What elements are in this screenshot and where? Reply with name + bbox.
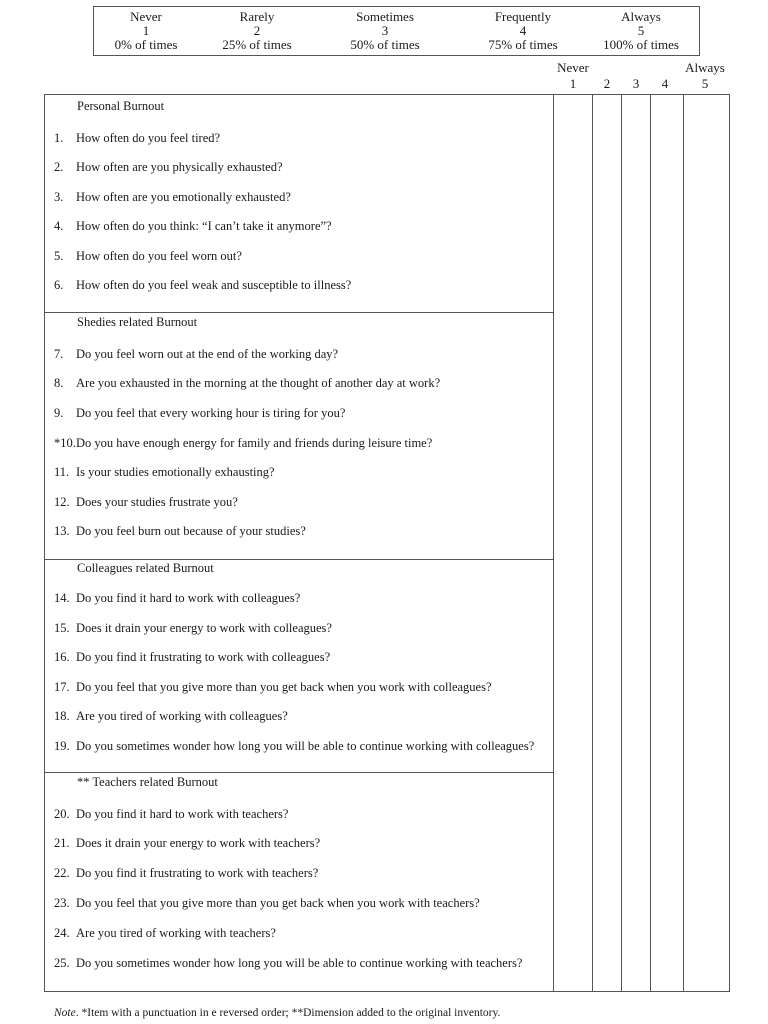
legend-frequently [458, 10, 588, 52]
question-text: Are you exhausted in the morning at the thought of another day at work? [76, 376, 441, 390]
legend-sometimes [320, 10, 450, 52]
question-item [54, 347, 554, 362]
legend-rarely [192, 10, 322, 52]
question-text: How often do you think: “I can’t take it anymore”? [76, 219, 332, 233]
question-item [54, 650, 554, 665]
question-number: 15. [54, 621, 70, 635]
divider-col-3 [621, 94, 622, 992]
question-item [54, 807, 554, 822]
question-number: 9. [54, 406, 64, 420]
question-item [54, 956, 554, 971]
legend-value: 3 [381, 23, 389, 38]
legend-always [576, 10, 706, 52]
question-number: 3. [54, 190, 64, 204]
question-number: 6. [54, 278, 64, 292]
question-number: 8. [54, 376, 64, 390]
legend-percent: 75% of times [488, 37, 558, 52]
question-text: How often do you feel tired? [76, 131, 221, 145]
question-item [54, 621, 554, 636]
question-item [54, 190, 554, 205]
question-item [54, 219, 554, 234]
question-number: 7. [54, 347, 64, 361]
legend-label: Rarely [239, 9, 275, 24]
question-text: Do you sometimes wonder how long you will be able to continue working with teachers? [76, 956, 523, 970]
section-title: Shedies related Burnout [77, 315, 198, 329]
question-item [54, 436, 554, 451]
table-note [54, 1007, 500, 1019]
legend-value: 2 [253, 23, 261, 38]
legend-label: Frequently [494, 9, 552, 24]
question-item [54, 249, 554, 264]
question-item [54, 591, 554, 606]
question-text: Is your studies emotionally exhausting? [76, 465, 275, 479]
question-item [54, 376, 554, 391]
question-text: How often do you feel worn out? [76, 249, 242, 263]
scale-number-3: 3 [632, 76, 640, 91]
question-number: 1. [54, 131, 64, 145]
question-number: 21. [54, 836, 70, 850]
question-text: How often are you emotionally exhausted? [76, 190, 291, 204]
question-item [54, 709, 554, 724]
section-title: Colleagues related Burnout [77, 561, 214, 575]
question-item [54, 465, 554, 480]
section-divider [44, 772, 554, 773]
note-period: . [75, 1007, 82, 1019]
question-number: 19. [54, 739, 70, 753]
question-text: Do you feel that every working hour is tiring for you? [76, 406, 346, 420]
legend-percent: 25% of times [222, 37, 292, 52]
question-number: 14. [54, 591, 70, 605]
divider-col-5 [683, 94, 684, 992]
legend-value: 1 [142, 23, 150, 38]
scale-header-always: Always [685, 60, 725, 75]
question-text: Do you have enough energy for family and friends during leisure time? [76, 436, 433, 450]
question-item [54, 836, 554, 851]
question-number: 20. [54, 807, 70, 821]
question-item [54, 680, 554, 695]
note-label: Note [54, 1007, 76, 1019]
question-text: Do you find it hard to work with colleagues? [76, 591, 301, 605]
question-number: 4. [54, 219, 64, 233]
scale-number-1: 1 [569, 76, 577, 91]
question-item [54, 896, 554, 911]
section-title: Personal Burnout [77, 99, 165, 113]
legend-percent: 100% of times [603, 37, 679, 52]
section-divider [44, 559, 554, 560]
question-number: 25. [54, 956, 70, 970]
scale-number-4: 4 [661, 76, 669, 91]
legend-value: 4 [519, 23, 527, 38]
question-text: Do you find it hard to work with teachers? [76, 807, 289, 821]
question-item [54, 926, 554, 941]
question-number: 12. [54, 495, 70, 509]
question-text: Does it drain your energy to work with teachers? [76, 836, 321, 850]
question-text: How often are you physically exhausted? [76, 160, 283, 174]
question-text: Do you find it frustrating to work with teachers? [76, 866, 319, 880]
question-text: Do you feel burn out because of your studies? [76, 524, 306, 538]
question-item [54, 131, 554, 146]
question-item [54, 278, 554, 293]
legend-value: 5 [637, 23, 645, 38]
scale-number-2: 2 [603, 76, 611, 91]
question-text: Are you tired of working with teachers? [76, 926, 276, 940]
section-title: ** Teachers related Burnout [77, 775, 218, 789]
question-number: 11. [54, 465, 70, 479]
divider-col-2 [592, 94, 593, 992]
question-item [54, 524, 554, 539]
legend-label: Always [621, 9, 661, 24]
question-number: 13. [54, 524, 70, 538]
scale-header-never: Never [557, 60, 589, 75]
question-item [54, 495, 554, 510]
question-text: Does your studies frustrate you? [76, 495, 238, 509]
legend-percent: 50% of times [350, 37, 420, 52]
question-number: 16. [54, 650, 70, 664]
question-item [54, 739, 554, 754]
section-divider [44, 312, 554, 313]
question-text: Do you feel that you give more than you get back when you work with colleagues? [76, 680, 492, 694]
question-number: 18. [54, 709, 70, 723]
scale-legend [93, 6, 700, 56]
question-text: Does it drain your energy to work with colleagues? [76, 621, 332, 635]
scale-number-5: 5 [701, 76, 709, 91]
question-number: 17. [54, 680, 70, 694]
legend-label: Never [130, 9, 162, 24]
divider-col-4 [650, 94, 651, 992]
question-text: How often do you feel weak and susceptible to illness? [76, 278, 352, 292]
question-item [54, 866, 554, 881]
question-item [54, 160, 554, 175]
question-number: 5. [54, 249, 64, 263]
question-item [54, 406, 554, 421]
question-number: 23. [54, 896, 70, 910]
question-text: Do you find it frustrating to work with colleagues? [76, 650, 331, 664]
question-text: Do you feel worn out at the end of the working day? [76, 347, 339, 361]
note-text: *Item with a punctuation in e reversed order; **Dimension added to the original inventory. [81, 1007, 501, 1019]
question-number: 2. [54, 160, 64, 174]
question-text: Are you tired of working with colleagues? [76, 709, 288, 723]
question-number: *10. [54, 436, 76, 450]
legend-label: Sometimes [356, 9, 414, 24]
question-text: Do you sometimes wonder how long you will be able to continue working with colleagues? [76, 739, 535, 753]
question-text: Do you feel that you give more than you get back when you work with teachers? [76, 896, 480, 910]
legend-percent: 0% of times [114, 37, 178, 52]
question-number: 24. [54, 926, 70, 940]
question-number: 22. [54, 866, 70, 880]
